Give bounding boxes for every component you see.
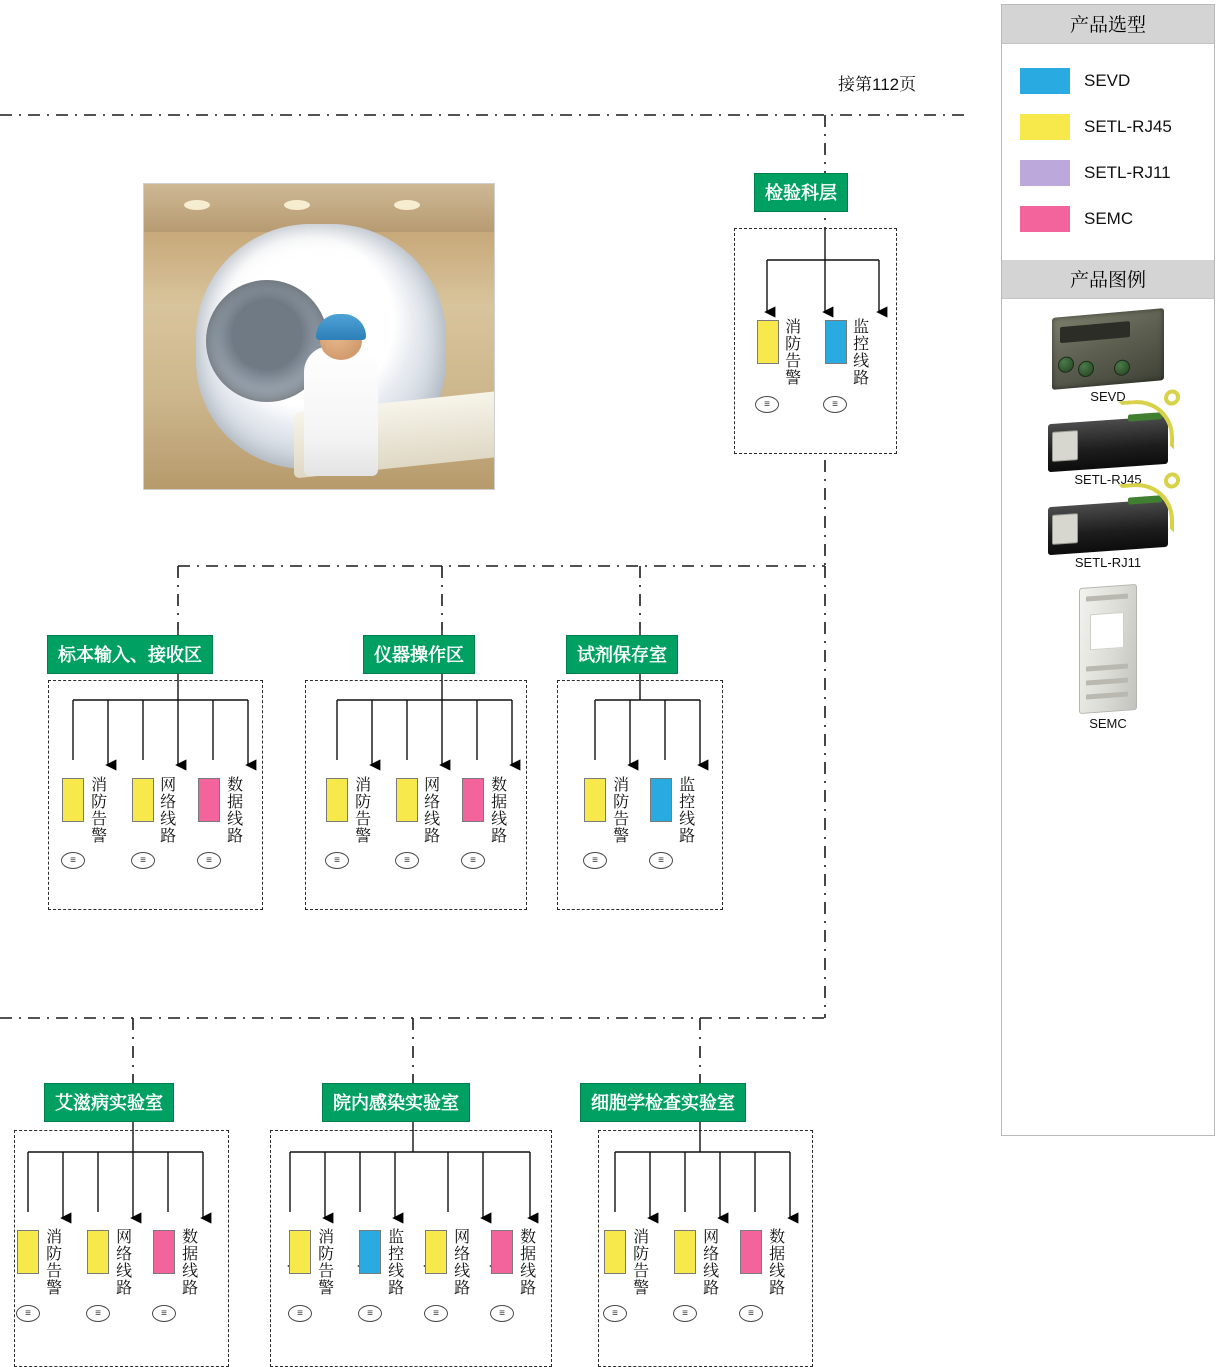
- zone-title-infection-lab: 院内感染实验室: [322, 1083, 470, 1122]
- legend-item-semc[interactable]: [1020, 196, 1214, 242]
- zone-title-sample-intake: 标本输入、接收区: [47, 635, 213, 674]
- device-label-monitor: 监控线路: [850, 318, 868, 386]
- ground-symbol: ≡: [288, 1305, 312, 1322]
- semc-product-image: [1079, 580, 1137, 712]
- ground-symbol: ≡: [395, 852, 419, 869]
- device-label-data: 数据线路: [517, 1228, 535, 1296]
- device-semc[interactable]: [153, 1230, 175, 1274]
- device-setl-rj45[interactable]: [584, 778, 606, 822]
- device-setl-rj45[interactable]: [757, 320, 779, 364]
- ground-symbol: ≡: [152, 1305, 176, 1322]
- ground-symbol: ≡: [673, 1305, 697, 1322]
- setl-rj45-product-image: [1048, 414, 1168, 468]
- device-label-data: 数据线路: [766, 1228, 784, 1296]
- device-label-fire-alarm: 消防告警: [43, 1228, 61, 1296]
- legend-label-setl-rj45: SETL-RJ45: [1084, 117, 1172, 136]
- device-label-network: 网络线路: [451, 1228, 469, 1296]
- product-item-setl-rj11[interactable]: [1002, 497, 1214, 570]
- legend-panel: [1001, 4, 1215, 1136]
- zone-title-lab-floor: 检验科层: [754, 173, 848, 212]
- ground-symbol: ≡: [325, 852, 349, 869]
- device-sevd[interactable]: [650, 778, 672, 822]
- device-label-monitor: 监控线路: [385, 1228, 403, 1296]
- product-caption-setl-rj11: SETL-RJ11: [1074, 555, 1142, 570]
- color-swatch-setl-rj11: [1020, 160, 1070, 186]
- device-setl-rj45[interactable]: [289, 1230, 311, 1274]
- legend-item-sevd[interactable]: [1020, 58, 1214, 104]
- device-setl-rj45[interactable]: [425, 1230, 447, 1274]
- device-label-network: 网络线路: [113, 1228, 131, 1296]
- product-caption-setl-rj45: SETL-RJ45: [1074, 472, 1142, 487]
- device-label-data: 数据线路: [224, 776, 242, 844]
- device-setl-rj45[interactable]: [326, 778, 348, 822]
- device-label-data: 数据线路: [179, 1228, 197, 1296]
- product-item-setl-rj45[interactable]: [1002, 414, 1214, 487]
- ground-symbol: ≡: [461, 852, 485, 869]
- ct-scanner-photo: [143, 183, 495, 490]
- ground-symbol: ≡: [358, 1305, 382, 1322]
- legend-label-sevd: SEVD: [1084, 71, 1131, 90]
- device-label-network: 网络线路: [421, 776, 439, 844]
- device-semc[interactable]: [198, 778, 220, 822]
- device-semc[interactable]: [740, 1230, 762, 1274]
- product-gallery: [1002, 299, 1214, 751]
- device-setl-rj45[interactable]: [674, 1230, 696, 1274]
- device-setl-rj45[interactable]: [604, 1230, 626, 1274]
- product-caption-sevd: SEVD: [1090, 389, 1126, 404]
- ground-symbol: ≡: [131, 852, 155, 869]
- device-setl-rj45[interactable]: [396, 778, 418, 822]
- product-item-sevd[interactable]: [1002, 307, 1214, 404]
- color-swatch-semc: [1020, 206, 1070, 232]
- device-label-fire-alarm: 消防告警: [782, 318, 800, 386]
- ceiling-light: [184, 200, 210, 210]
- ground-symbol: ≡: [583, 852, 607, 869]
- setl-rj11-product-image: [1048, 497, 1168, 551]
- ceiling-light: [284, 200, 310, 210]
- ground-symbol: ≡: [603, 1305, 627, 1322]
- selection-panel-title: 产品选型: [1002, 5, 1214, 44]
- product-panel-title: 产品图例: [1002, 260, 1214, 299]
- ground-symbol: ≡: [16, 1305, 40, 1322]
- ground-symbol: ≡: [649, 852, 673, 869]
- zone-title-cytology-lab: 细胞学检查实验室: [580, 1083, 746, 1122]
- zone-box-reagent-room: [557, 680, 723, 910]
- color-swatch-setl-rj45: [1020, 114, 1070, 140]
- device-label-fire-alarm: 消防告警: [630, 1228, 648, 1296]
- device-label-monitor: 监控线路: [676, 776, 694, 844]
- legend-item-setl-rj11[interactable]: [1020, 150, 1214, 196]
- ground-symbol: ≡: [739, 1305, 763, 1322]
- product-caption-semc: SEMC: [1089, 716, 1127, 731]
- legend-label-setl-rj11: SETL-RJ11: [1084, 163, 1171, 182]
- device-label-fire-alarm: 消防告警: [610, 776, 628, 844]
- device-label-network: 网络线路: [157, 776, 175, 844]
- ceiling-light: [394, 200, 420, 210]
- device-label-fire-alarm: 消防告警: [88, 776, 106, 844]
- device-label-network: 网络线路: [700, 1228, 718, 1296]
- sevd-product-image: [1052, 307, 1164, 385]
- device-sevd[interactable]: [825, 320, 847, 364]
- ground-symbol: ≡: [61, 852, 85, 869]
- device-setl-rj45[interactable]: [62, 778, 84, 822]
- ground-symbol: ≡: [424, 1305, 448, 1322]
- device-setl-rj45[interactable]: [132, 778, 154, 822]
- ground-symbol: ≡: [197, 852, 221, 869]
- device-setl-rj45[interactable]: [17, 1230, 39, 1274]
- ground-symbol: ≡: [490, 1305, 514, 1322]
- legend-label-semc: SEMC: [1084, 209, 1134, 228]
- device-label-data: 数据线路: [488, 776, 506, 844]
- ground-symbol: ≡: [823, 396, 847, 413]
- product-item-semc[interactable]: [1002, 580, 1214, 731]
- selection-list: [1002, 44, 1214, 250]
- technician-body: [304, 346, 378, 476]
- legend-item-setl-rj45[interactable]: [1020, 104, 1214, 150]
- device-semc[interactable]: [462, 778, 484, 822]
- zone-title-reagent-room: 试剂保存室: [566, 635, 678, 674]
- zone-title-aids-lab: 艾滋病实验室: [44, 1083, 174, 1122]
- device-label-fire-alarm: 消防告警: [352, 776, 370, 844]
- device-sevd[interactable]: [359, 1230, 381, 1274]
- zone-title-instrument-area: 仪器操作区: [363, 635, 475, 674]
- color-swatch-sevd: [1020, 68, 1070, 94]
- device-semc[interactable]: [491, 1230, 513, 1274]
- device-label-fire-alarm: 消防告警: [315, 1228, 333, 1296]
- device-setl-rj45[interactable]: [87, 1230, 109, 1274]
- ground-symbol: ≡: [86, 1305, 110, 1322]
- page-reference: 接第112页: [838, 75, 917, 94]
- ground-symbol: ≡: [755, 396, 779, 413]
